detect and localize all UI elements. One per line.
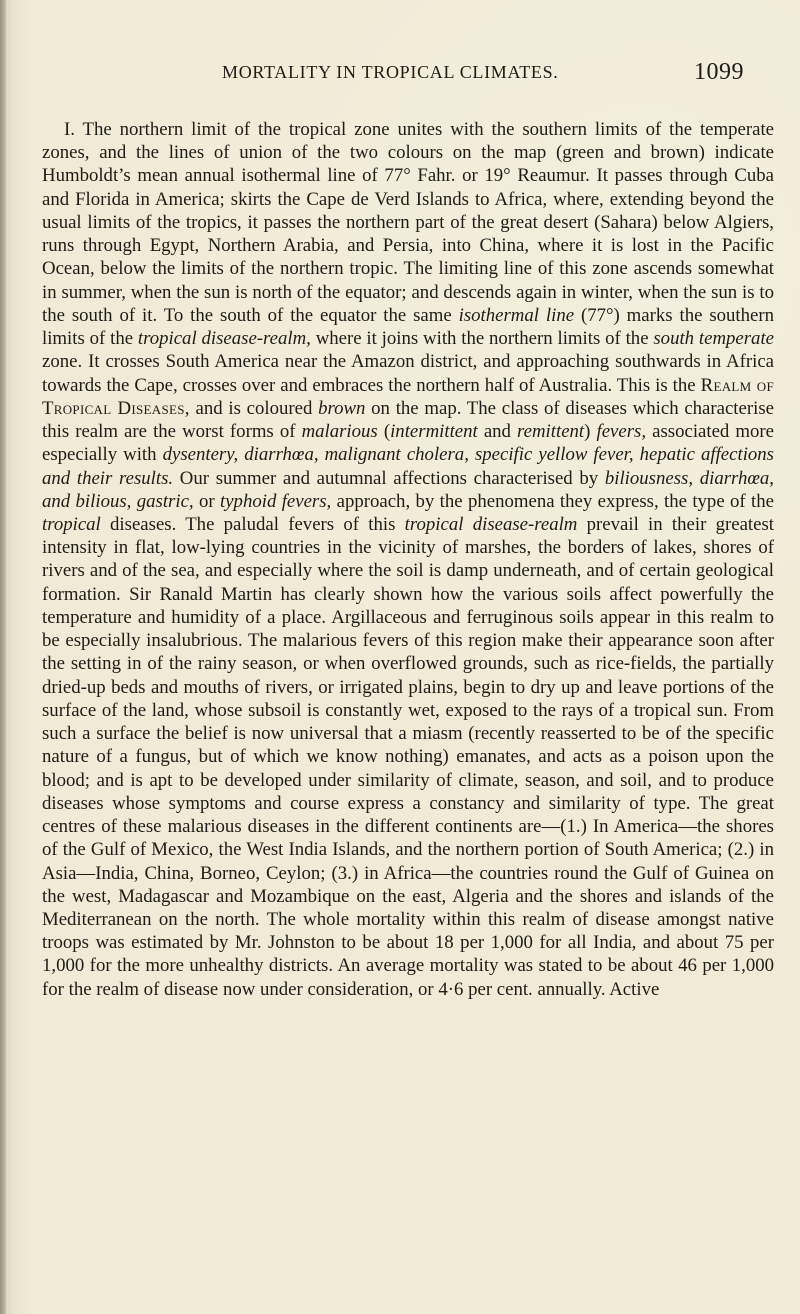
italic-text-run: tropical disease-realm — [404, 513, 578, 535]
small-caps-text-run: Realm of Tropical Diseases, — [42, 374, 774, 419]
text-run: where it joins with the northern limits of the — [310, 328, 654, 350]
italic-text-run: fevers, — [596, 421, 647, 443]
text-run: Our summer and autumnal affections characterised by — [173, 467, 605, 489]
text-run: and — [477, 421, 518, 443]
text-run: on the map. The class of diseases which characterise this realm are the worst forms of — [42, 397, 774, 443]
running-head: MORTALITY IN TROPICAL CLIMATES. — [222, 62, 559, 82]
italic-text-run: remittent — [517, 421, 585, 443]
text-run: approach, by the phenomena they express, the type of the — [331, 490, 774, 512]
text-run: or — [193, 490, 220, 512]
italic-text-run: typhoid fevers, — [220, 490, 332, 512]
page-number: 1099 — [694, 59, 744, 85]
italic-text-run: malarious — [301, 421, 378, 443]
text-run: I. The northern limit of the tropical zone unites with the southern limits of the temperate zones, and the lines of union of the two colours on the map (green and brown) indicate Humboldt’s mean annual isothermal line of 77° Fahr. or 19° Reaumur. It passes through Cuba and Florida in America; skirts the Cape de Verd Islands to Africa, where, extending beyond the usual limits of the tropics, it passes the northern part of the great desert (Sahara) below Algiers, runs through Egypt, Northern Arabia, and Persia, into China, where it is lost in the Pacific Ocean, below the limits of the northern tropic. The limiting line of this zone ascends somewhat in summer, when the sun is north of the equator; and descends again in winter, when the sun is to the south of it. To the south of the equator the same — [42, 119, 774, 326]
text-run: associated more especially with — [42, 421, 774, 466]
italic-text-run: dysentery, diarrhœa, malignant cholera, specific yellow fever, hepatic affections and their results. — [42, 444, 774, 489]
text-run: ) — [584, 421, 597, 443]
page-spine-shadow — [0, 0, 6, 1314]
text-run: diseases. The paludal fevers of this — [100, 513, 405, 535]
text-run: zone. It crosses South America near the Amazon district, and approaching southwards in Africa towards the Cape, crosses over and embraces the northern half of Australia. This is the — [42, 351, 774, 396]
text-run: (77°) marks the southern limits of the — [42, 304, 775, 350]
paragraph — [42, 118, 774, 1001]
italic-text-run: tropical — [42, 513, 101, 535]
italic-text-run: brown — [318, 397, 366, 419]
italic-text-run: south temperate — [653, 328, 775, 350]
italic-text-run: intermittent — [390, 421, 478, 443]
text-run: prevail in their greatest intensity in flat, low-lying countries in the vicinity of marshes, the borders of lakes, shores of rivers and of the sea, and especially where the soil is damp underneath, and of certain geological formation. Sir Ranald Martin has clearly shown how the various soils affect powerfully the temperature and humidity of a place. Argillaceous and ferruginous soils appear in this realm to be especially insalubrious. The malarious fevers of this region make their appearance soon after the setting in of the rainy season, or when overflowed grounds, such as rice-fields, the partially dried-up beds and mouths of rivers, or irrigated plains, begin to dry up and leave portions of the surface of the land, whose subsoil is constantly wet, exposed to the rays of a tropical sun. From such a surface the belief is now universal that a miasm (recently reasserted to be of the specific nature of a fungus, but of which we know nothing) emanates, and acts as a poison upon the blood; and is apt to be developed under similarity of climate, season, and soil, and to produce diseases whose symptoms and course express a constancy and similarity of type. The great centres of these malarious diseases in the different continents are—(1.) In America—the shores of the Gulf of Mexico, the West India Islands, and the northern portion of South America; (2.) in Asia—India, China, Borneo, Ceylon; (3.) in Africa—the countries round the Gulf of Guinea on the west, Madagascar and Mozambique on the east, Algeria and the shores and islands of the Mediterranean on the north. The whole mortality within this realm of disease amongst native troops was estimated by Mr. Johnston to be about 18 per 1,000 for all India, and about 75 per 1,000 for the more unhealthy districts. An average mortality was stated to be about 46 per 1,000 for the realm of disease now under consideration, or 4·6 per cent. annually. Active — [42, 513, 774, 1000]
italic-text-run: isothermal line — [458, 304, 575, 326]
text-run: and is coloured — [189, 397, 319, 419]
text-run: ( — [377, 421, 391, 443]
page-header — [92, 59, 760, 96]
italic-text-run: tropical disease-realm, — [137, 328, 311, 350]
body-text — [42, 118, 774, 1001]
italic-text-run: biliousness, diarrhœa, and bilious, gastric, — [42, 467, 775, 512]
